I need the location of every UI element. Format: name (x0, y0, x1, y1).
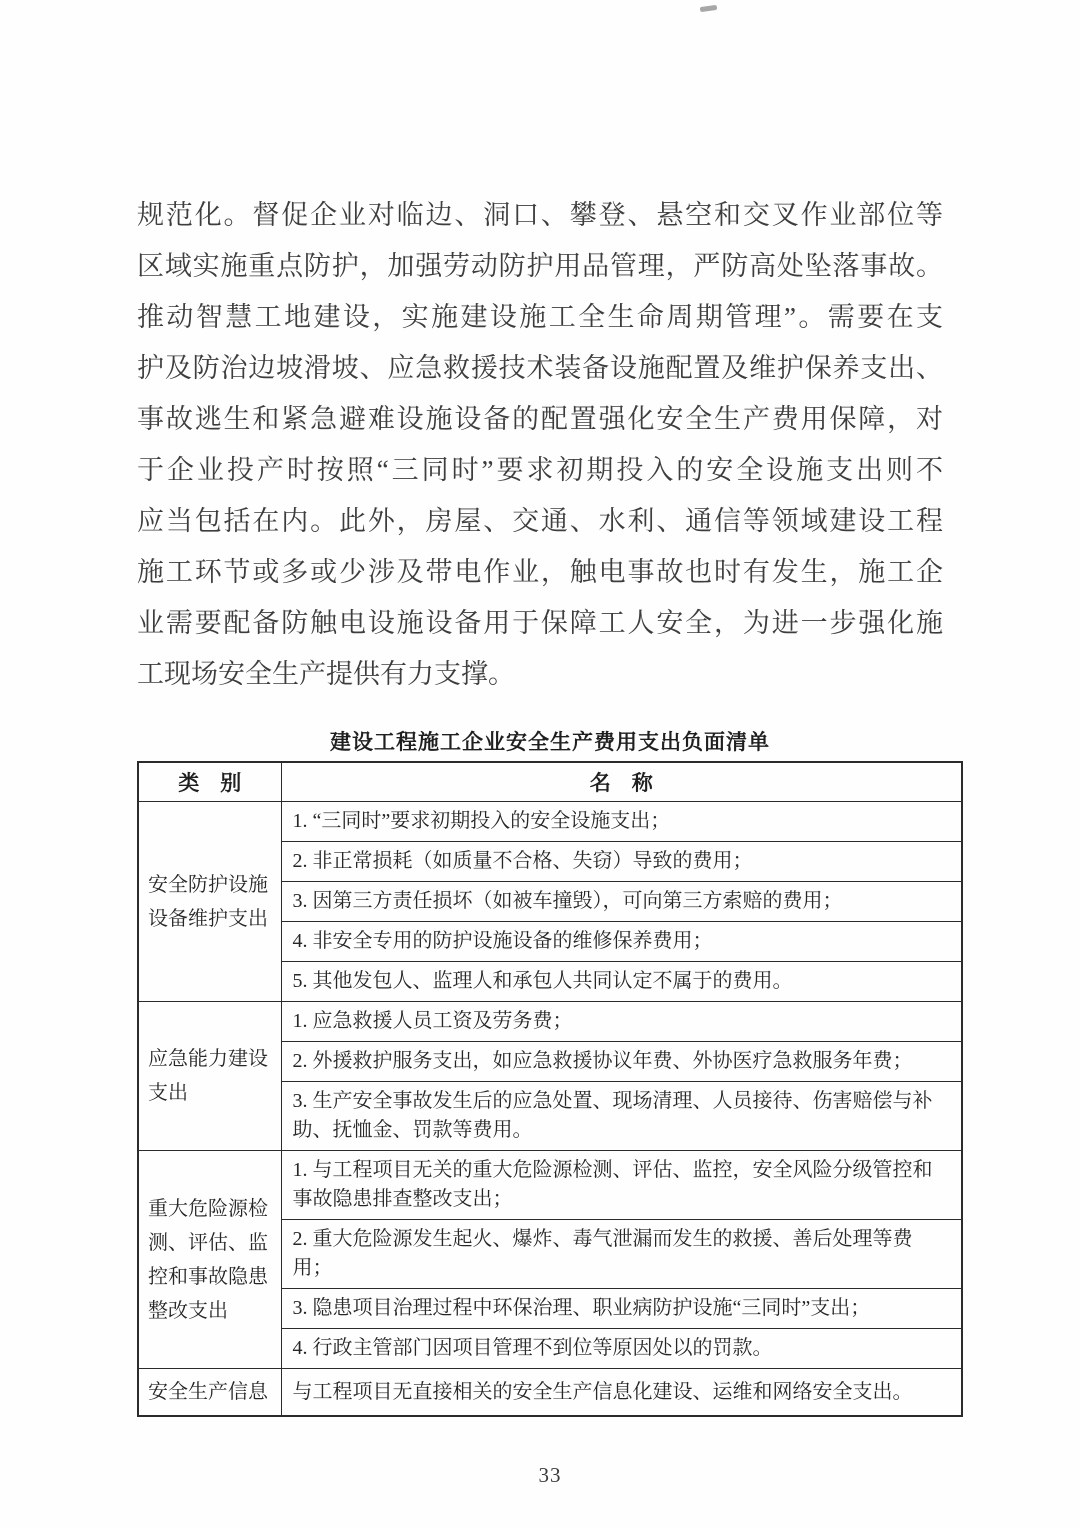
paragraph-line: 工现场安全生产提供有力支撑。 (137, 659, 515, 689)
item-cell: 4. 行政主管部门因项目管理不到位等原因处以的罚款。 (281, 1329, 962, 1369)
paragraph-line: 事故逃生和紧急避难设施设备的配置强化安全生产费用保障，对 (137, 404, 943, 434)
page-number: 33 (538, 1463, 562, 1487)
item-cell: 2. 重大危险源发生起火、爆炸、毒气泄漏而发生的救援、善后处理等费用； (281, 1220, 962, 1289)
category-cell: 安全生产信息 (138, 1369, 281, 1417)
paragraph-line: 规范化。督促企业对临边、洞口、攀登、悬空和交叉作业部位等 (137, 200, 943, 230)
paragraph-line: 区域实施重点防护，加强劳动防护用品管理，严防高处坠落事故。 (137, 251, 943, 281)
item-cell: 3. 因第三方责任损坏（如被车撞毁），可向第三方索赔的费用； (281, 882, 962, 922)
paragraph-line: 护及防治边坡滑坡、应急救援技术装备设施配置及维护保养支出、 (137, 353, 943, 383)
table-row (138, 1369, 962, 1417)
category-cell: 安全防护设施设备维护支出 (138, 802, 281, 1002)
item-cell: 2. 非正常损耗（如质量不合格、失窃）导致的费用； (281, 842, 962, 882)
item-cell: 1. “三同时”要求初期投入的安全设施支出； (281, 802, 962, 842)
table-header-row (138, 762, 962, 802)
item-cell: 2. 外援救护服务支出，如应急救援协议年费、外协医疗急救服务年费； (281, 1042, 962, 1082)
body-paragraph (137, 190, 943, 700)
table-row (138, 1151, 962, 1220)
table-row (138, 802, 962, 842)
item-cell: 与工程项目无直接相关的安全生产信息化建设、运维和网络安全支出。 (281, 1369, 962, 1417)
paragraph-line: 应当包括在内。此外，房屋、交通、水利、通信等领域建设工程 (137, 506, 943, 536)
paragraph-line: 推动智慧工地建设，实施建设施工全生命周期管理”。需要在支 (137, 302, 943, 332)
paragraph-line: 施工环节或多或少涉及带电作业，触电事故也时有发生，施工企 (137, 557, 943, 587)
item-cell: 4. 非安全专用的防护设施设备的维修保养费用； (281, 922, 962, 962)
item-cell: 3. 生产安全事故发生后的应急处置、现场清理、人员接待、伤害赔偿与补助、抚恤金、罚款等费用。 (281, 1082, 962, 1151)
item-cell: 1. 与工程项目无关的重大危险源检测、评估、监控，安全风险分级管控和事故隐患排查整改支出； (281, 1151, 962, 1220)
paragraph-line: 于企业投产时按照“三同时”要求初期投入的安全设施支出则不 (137, 455, 943, 485)
item-cell: 1. 应急救援人员工资及劳务费； (281, 1002, 962, 1042)
category-cell: 应急能力建设支出 (138, 1002, 281, 1151)
item-cell: 5. 其他发包人、监理人和承包人共同认定不属于的费用。 (281, 962, 962, 1002)
table-body (138, 802, 962, 1417)
header-category-cell: 类 别 (138, 762, 281, 802)
table-row (138, 1002, 962, 1042)
item-cell: 3. 隐患项目治理过程中环保治理、职业病防护设施“三同时”支出； (281, 1289, 962, 1329)
paragraph-line: 业需要配备防触电设施设备用于保障工人安全，为进一步强化施 (137, 608, 943, 638)
negative-list-table (137, 761, 963, 1417)
header-name-cell: 名 称 (281, 762, 962, 802)
category-cell: 重大危险源检测、评估、监控和事故隐患整改支出 (138, 1151, 281, 1369)
table-title: 建设工程施工企业安全生产费用支出负面清单 (330, 730, 770, 754)
